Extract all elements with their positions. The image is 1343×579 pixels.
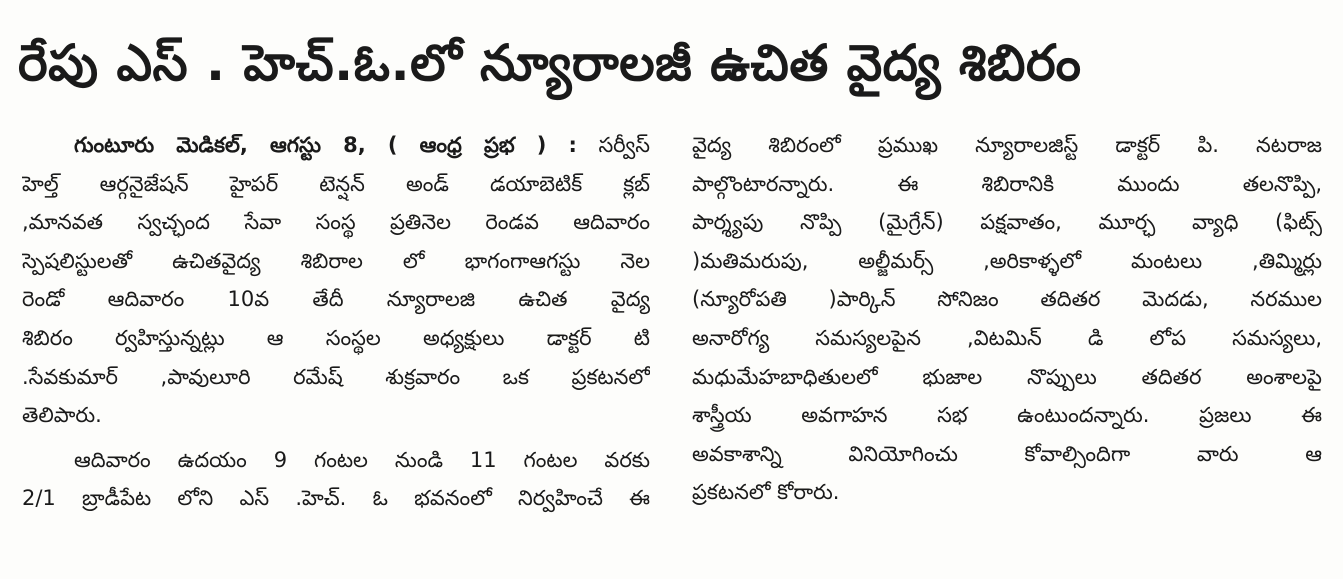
- article-line: పాల్గొంటారన్నారు. ఈ శిబిరానికి ముందు తలనొప్పి,: [692, 171, 1322, 196]
- article-line: మధుమేహబాధితులలో భుజాల నొప్పులు తదితర అంశాలపై: [692, 364, 1322, 389]
- article-line: శిబిరం ర్వహిస్తున్నట్లు ఆ సంస్థల అధ్యక్షులు డాక్టర్ టి: [22, 325, 650, 350]
- article-line: హెల్త్ ఆర్గనైజేషన్ హైపర్ టెన్షన్ అండ్ డయాబెటిక్ క్లబ్: [22, 171, 650, 196]
- article-line: ప్రకటనలో కోరారు.: [692, 480, 840, 505]
- article-line: రెండో ఆదివారం 10వ తేదీ న్యూరాలజి ఉచిత వైద్య: [22, 287, 650, 312]
- article-line: తెలిపారు.: [22, 403, 102, 428]
- article-line: ,మానవత స్వచ్ఛంద సేవా సంస్థ ప్రతినెల రెండవ ఆదివారం: [22, 210, 650, 235]
- article-line: [22, 126, 650, 165]
- article-column-left: [22, 126, 650, 518]
- article-line: (న్యూరోపతి )పార్కిన్ సోనిజం తదితర మెదడు, నరముల: [692, 287, 1322, 312]
- article-dateline: గుంటూరు మెడికల్, ఆగస్టు 8, ( ఆంధ్ర ప్రభ ) :: [74, 133, 577, 157]
- article-line: )మతిమరుపు, అల్జీమర్స్ ,అరికాళ్ళలో మంటలు ,తిమ్మిర్లు: [692, 248, 1322, 273]
- article-line: అనారోగ్య సమస్యలపైన ,విటమిన్ డి లోప సమస్యలు,: [692, 325, 1322, 350]
- article-line: వైద్య శిబిరంలో ప్రముఖ న్యూరాలజిస్ట్ డాక్టర్ పి. నటరాజ: [692, 133, 1322, 157]
- article-headline: రేపు ఎస్ . హెచ్.ఓ.లో న్యూరాలజీ ఉచిత వైద్య శిబిరం: [18, 34, 1082, 92]
- article-line: .సేవకుమార్ ,పావులూరి రమేష్ శుక్రవారం ఒక ప్రకటనలో: [22, 364, 650, 389]
- article-line: పార్శ్యపు నొప్పి (మైగ్రేన్) పక్షవాతం, మూర్ఛ వ్యాధి (ఫిట్స్: [692, 210, 1322, 235]
- article-line: అవకాశాన్ని వినియోగించు కోవాల్సిందిగా వారు ఆ: [692, 441, 1322, 466]
- article-line: స్పెషలిస్టులతో ఉచితవైద్య శిబిరాల లో భాగంగాఆగస్టు నెల: [22, 248, 650, 273]
- article-line-text: సర్వీస్: [598, 133, 650, 157]
- article-column-right: [692, 126, 1322, 512]
- article-line: 2/1 బ్రాడీపేట లోని ఎస్ .హెచ్. ఓ భవనంలో నిర్వహించే ఈ: [22, 486, 650, 511]
- article-line: ఆదివారం ఉదయం 9 గంటల నుండి 11 గంటల వరకు: [74, 447, 650, 472]
- article-line: శాస్త్రీయ అవగాహన సభ ఉంటుందన్నారు. ప్రజలు ఈ: [692, 403, 1322, 428]
